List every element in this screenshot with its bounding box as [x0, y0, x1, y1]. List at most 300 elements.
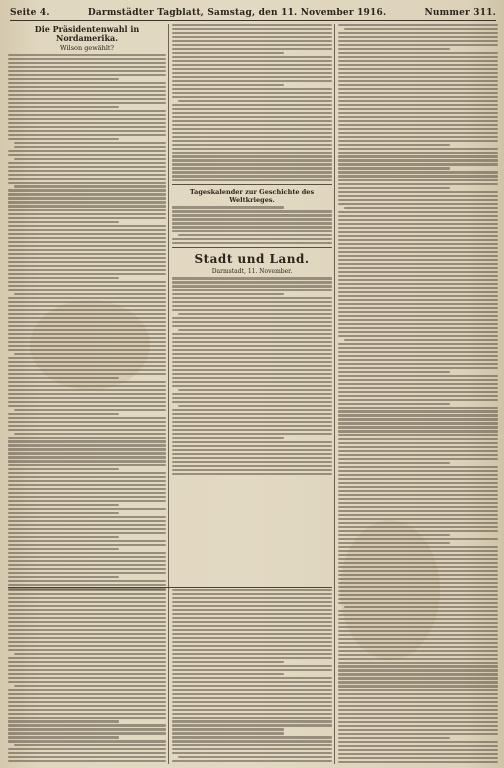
text-line [8, 154, 166, 156]
text-line [8, 560, 166, 562]
text-line [172, 728, 284, 730]
text-line [338, 179, 498, 181]
text-line [14, 146, 166, 148]
text-line [338, 654, 498, 656]
text-line [338, 753, 498, 755]
text-line [172, 277, 332, 279]
text-line [8, 301, 166, 303]
text-line [338, 299, 498, 301]
dateline: Darmstadt, 11. November. [211, 268, 293, 276]
text-line [338, 124, 498, 126]
text-line [8, 601, 166, 603]
text-line [338, 387, 498, 389]
text-line [338, 128, 498, 130]
text-line [172, 453, 332, 455]
text-line [338, 167, 450, 169]
text-line [338, 327, 498, 329]
text-line [338, 379, 498, 381]
text-line [172, 76, 332, 78]
text-line [338, 223, 498, 225]
text-line [172, 701, 332, 703]
text-line [172, 365, 332, 367]
text-line [8, 94, 166, 96]
text-line [8, 724, 166, 726]
text-line [338, 725, 498, 727]
text-line [338, 199, 498, 201]
text-line [338, 410, 498, 412]
text-line [8, 472, 166, 474]
text-line [172, 717, 332, 719]
text-line [8, 369, 166, 371]
text-line [338, 418, 498, 420]
text-line [338, 430, 498, 432]
text-line [338, 331, 498, 333]
text-line [338, 482, 498, 484]
text-line [8, 78, 119, 80]
text-line [8, 162, 166, 164]
text-line [8, 508, 166, 510]
text-line [338, 642, 498, 644]
text-line [338, 287, 498, 289]
text-line [8, 201, 166, 203]
text-line [8, 413, 119, 415]
text-line [8, 285, 166, 287]
text-line [8, 609, 166, 611]
text-line [172, 281, 332, 283]
text-line [338, 303, 498, 305]
text-line [8, 217, 166, 219]
text-line [338, 72, 498, 74]
text-line [8, 512, 119, 514]
text-line [338, 343, 498, 345]
text-line [8, 333, 166, 335]
text-line [178, 100, 332, 102]
text-line [14, 744, 166, 746]
text-line [8, 373, 166, 375]
text-line [8, 657, 166, 659]
text-line [8, 405, 166, 407]
text-line [338, 60, 498, 62]
text-line [14, 158, 166, 160]
text-line [338, 187, 450, 189]
text-line [172, 120, 332, 122]
text-line [338, 148, 498, 150]
text-line [172, 68, 332, 70]
text-line [338, 506, 498, 508]
text-line [8, 114, 166, 116]
text-line [338, 183, 498, 185]
text-line [8, 520, 166, 522]
text-line [8, 572, 166, 574]
text-line [338, 44, 498, 46]
text-line [172, 657, 332, 659]
text-line [14, 293, 166, 295]
text-line [8, 170, 166, 172]
text-line [338, 80, 498, 82]
text-line [172, 433, 332, 435]
text-line [8, 464, 166, 466]
text-line [8, 605, 166, 607]
text-line [338, 88, 498, 90]
text-line [8, 317, 166, 319]
text-line [172, 469, 332, 471]
text-line [8, 397, 166, 399]
text-line [172, 64, 332, 66]
text-line [172, 677, 332, 679]
text-line [8, 385, 166, 387]
text-line [8, 345, 166, 347]
text-line [338, 76, 498, 78]
text-line [338, 68, 498, 70]
text-line [338, 116, 498, 118]
text-line [338, 442, 498, 444]
text-line [338, 319, 498, 321]
page-number: Seite 4. [10, 8, 50, 18]
text-line [172, 461, 332, 463]
text-line [172, 242, 332, 244]
text-line [338, 522, 498, 524]
text-line [172, 421, 332, 423]
text-line [8, 349, 166, 351]
text-line [172, 155, 332, 157]
text-line [338, 383, 498, 385]
text-line [338, 450, 498, 452]
text-line [172, 159, 332, 161]
text-line [172, 393, 332, 395]
text-line [172, 104, 332, 106]
local-news-body [172, 277, 332, 474]
text-line [172, 445, 332, 447]
text-line [8, 245, 166, 247]
text-line [338, 275, 498, 277]
article-subheadline: Wilson gewählt? [59, 44, 115, 52]
text-line [172, 752, 332, 754]
text-line [172, 353, 332, 355]
text-line [172, 309, 332, 311]
text-line [8, 197, 166, 199]
text-line [338, 120, 498, 122]
text-line [8, 325, 166, 327]
text-line [172, 345, 332, 347]
text-line [8, 269, 166, 271]
text-line [338, 259, 498, 261]
text-line [8, 365, 166, 367]
text-line [338, 395, 498, 397]
text-line [338, 594, 498, 596]
text-line [338, 618, 498, 620]
text-line [172, 705, 332, 707]
text-line [8, 516, 166, 518]
text-line [338, 414, 498, 416]
text-line [338, 100, 498, 102]
text-line [14, 353, 166, 355]
text-line [172, 218, 332, 220]
text-line [338, 375, 498, 377]
text-line [338, 626, 498, 628]
text-line [338, 729, 498, 731]
text-line [338, 315, 498, 317]
text-line [338, 646, 498, 648]
text-line [172, 148, 332, 150]
text-line [172, 293, 284, 295]
text-line [172, 397, 332, 399]
text-line [172, 163, 332, 165]
text-line [172, 140, 332, 142]
text-line [172, 210, 332, 212]
text-line [8, 488, 166, 490]
column-3 [338, 24, 498, 764]
page-header [10, 6, 496, 21]
text-line [338, 295, 498, 297]
text-line [338, 685, 498, 687]
text-line [8, 193, 166, 195]
text-line [172, 226, 332, 228]
text-line [338, 136, 498, 138]
text-line [8, 524, 166, 526]
text-line [8, 681, 166, 683]
text-line [338, 542, 450, 544]
text-line [8, 429, 166, 431]
text-line [172, 36, 332, 38]
text-line [8, 760, 166, 762]
text-line [172, 171, 332, 173]
text-line [172, 621, 332, 623]
text-line [172, 429, 332, 431]
text-line [172, 305, 332, 307]
text-line [338, 490, 498, 492]
text-line [172, 285, 332, 287]
calendar-heading: Tageskalender zur Geschichte des Weltkrieges. [189, 188, 315, 205]
text-line [8, 637, 166, 639]
text-line [8, 66, 166, 68]
text-line [178, 313, 332, 315]
text-line [8, 86, 166, 88]
text-line [172, 44, 332, 46]
text-line [172, 361, 332, 363]
text-line [8, 122, 166, 124]
article-headline: Die Präsidentenwahl in Nordamerika. [34, 24, 140, 43]
text-line [172, 385, 332, 387]
text-line [338, 658, 498, 660]
text-line [338, 701, 498, 703]
text-line [8, 174, 166, 176]
text-line [338, 582, 498, 584]
text-line [8, 717, 166, 719]
text-line [338, 56, 498, 58]
text-line [338, 247, 498, 249]
text-line [338, 195, 498, 197]
text-line [338, 717, 498, 719]
text-line [8, 689, 166, 691]
text-line [338, 32, 498, 34]
text-line [338, 530, 498, 532]
text-line [8, 597, 166, 599]
text-line [8, 273, 166, 275]
text-line [178, 389, 332, 391]
text-line [172, 80, 332, 82]
text-line [172, 617, 332, 619]
text-line [172, 72, 332, 74]
text-line [8, 564, 166, 566]
text-line [338, 434, 498, 436]
text-line [172, 724, 332, 726]
text-line [172, 437, 284, 439]
text-line [8, 552, 166, 554]
text-line [8, 126, 166, 128]
text-line [8, 576, 119, 578]
text-line [338, 721, 498, 723]
text-line [8, 54, 166, 56]
text-line [8, 504, 119, 506]
text-line [8, 500, 166, 502]
text-line [338, 243, 498, 245]
text-line [8, 496, 166, 498]
text-line [338, 48, 450, 50]
text-line [172, 167, 332, 169]
text-line [172, 124, 332, 126]
text-line [8, 649, 166, 651]
text-line [338, 159, 498, 161]
article-body [338, 24, 498, 763]
text-line [338, 462, 450, 464]
issue-number: Nummer 311. [424, 8, 496, 18]
text-line [338, 279, 498, 281]
text-line [8, 297, 166, 299]
text-line [8, 480, 166, 482]
text-line [8, 440, 166, 442]
text-line [338, 291, 498, 293]
text-line [8, 357, 166, 359]
text-line [8, 460, 166, 462]
text-line [338, 662, 498, 664]
text-line [172, 409, 332, 411]
text-line [172, 179, 332, 181]
text-line [8, 756, 166, 758]
text-line [8, 225, 166, 227]
text-line [8, 265, 166, 267]
text-line [8, 209, 166, 211]
text-line [338, 498, 498, 500]
text-line [338, 399, 498, 401]
text-line [338, 132, 498, 134]
text-line [338, 598, 498, 600]
text-line [338, 665, 498, 667]
text-line [172, 32, 332, 34]
text-line [338, 550, 498, 552]
text-line [338, 673, 498, 675]
text-line [8, 329, 166, 331]
text-line [338, 474, 498, 476]
text-line [344, 339, 498, 341]
text-line [172, 28, 332, 30]
text-line [172, 760, 332, 762]
text-line [8, 130, 166, 132]
text-line [8, 701, 166, 703]
text-line [172, 128, 332, 130]
text-line [338, 650, 498, 652]
text-line [338, 403, 450, 405]
text-line [338, 745, 498, 747]
text-line [8, 713, 166, 715]
text-line [8, 437, 166, 439]
text-line [172, 317, 332, 319]
separator [8, 587, 332, 588]
text-line [172, 597, 332, 599]
text-line [172, 689, 332, 691]
text-line [8, 484, 166, 486]
text-line [172, 413, 332, 415]
text-line [172, 112, 332, 114]
text-line [172, 325, 332, 327]
text-line [14, 142, 166, 144]
text-line [8, 241, 166, 243]
text-line [344, 207, 498, 209]
text-line [172, 693, 332, 695]
text-line [8, 417, 166, 419]
text-line [172, 645, 332, 647]
text-line [8, 58, 166, 60]
text-line [338, 554, 498, 556]
text-line [172, 713, 332, 715]
text-line [338, 749, 498, 751]
text-line [8, 313, 166, 315]
text-line [8, 82, 166, 84]
text-line [338, 171, 498, 173]
text-line [338, 104, 498, 106]
text-line [172, 637, 332, 639]
text-line [338, 422, 498, 424]
text-line [338, 574, 498, 576]
text-line [338, 622, 498, 624]
text-line [8, 705, 166, 707]
text-line [172, 740, 332, 742]
text-line [338, 558, 498, 560]
text-line [338, 391, 498, 393]
text-line [338, 307, 498, 309]
text-line [338, 518, 498, 520]
text-line [172, 633, 332, 635]
text-line [8, 580, 166, 582]
text-line [338, 283, 498, 285]
text-line [8, 528, 166, 530]
text-line [338, 494, 498, 496]
text-line [8, 178, 166, 180]
text-line [172, 373, 332, 375]
text-line [172, 736, 332, 738]
text-line [8, 341, 166, 343]
text-line [8, 106, 119, 108]
text-line [8, 613, 166, 615]
text-line [338, 486, 498, 488]
text-line [8, 98, 166, 100]
text-line [8, 740, 166, 742]
text-line [8, 150, 166, 152]
text-line [338, 681, 498, 683]
text-line [172, 401, 332, 403]
text-line [338, 271, 498, 273]
text-line [8, 377, 119, 379]
text-line [172, 381, 332, 383]
text-line [8, 693, 166, 695]
lower-left-text [8, 589, 166, 764]
text-line [172, 40, 332, 42]
text-line [172, 88, 332, 90]
text-line [8, 677, 166, 679]
text-line [172, 681, 332, 683]
text-line [172, 720, 332, 722]
article-body [8, 54, 166, 590]
text-line [338, 566, 498, 568]
